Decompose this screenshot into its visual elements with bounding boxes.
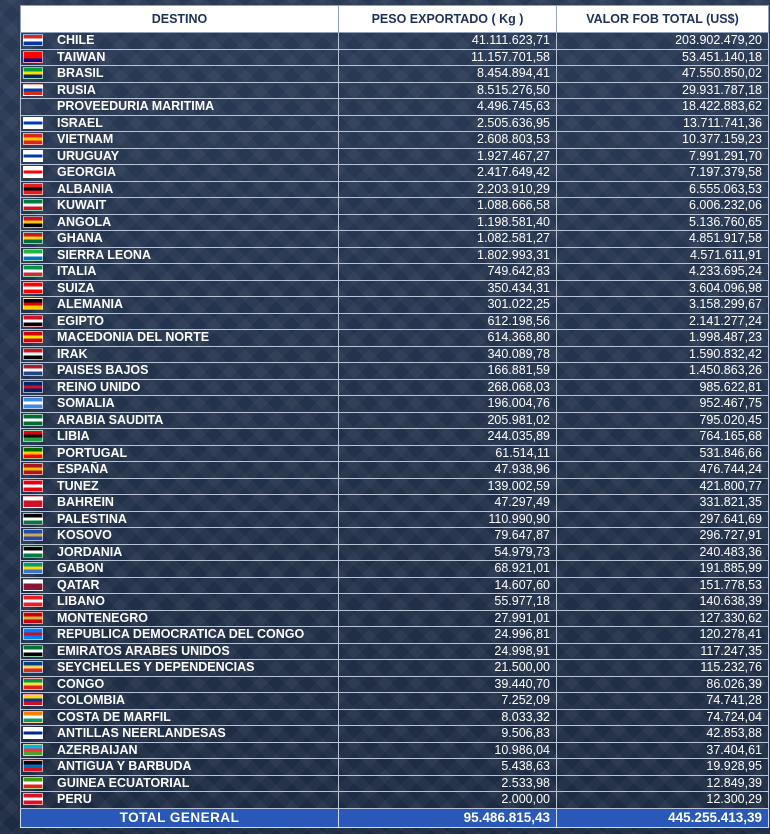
table-row: [21, 181, 769, 198]
table-row: [21, 759, 769, 776]
column-header-destino: DESTINO: [21, 6, 339, 33]
valor-cell: 19.928,95: [557, 759, 769, 776]
destino-cell: [21, 759, 339, 776]
country-flag-icon: [23, 348, 43, 360]
valor-cell: 331.821,35: [557, 495, 769, 512]
peso-cell: 27.991,01: [339, 610, 557, 627]
valor-cell: 151.778,53: [557, 577, 769, 594]
country-flag-icon: [23, 678, 43, 690]
destino-name: KOSOVO: [57, 528, 112, 543]
table-row: [21, 396, 769, 413]
valor-cell: 127.330,62: [557, 610, 769, 627]
country-flag-icon: [23, 331, 43, 343]
country-flag-icon: [23, 216, 43, 228]
peso-cell: 8.454.894,41: [339, 66, 557, 83]
valor-cell: 12.849,39: [557, 775, 769, 792]
destino-name: PALESTINA: [57, 511, 127, 526]
table-header-row: [21, 6, 769, 33]
table-row: [21, 792, 769, 809]
country-flag-icon: [23, 529, 43, 541]
valor-cell: 7.197.379,58: [557, 165, 769, 182]
peso-cell: 340.089,78: [339, 346, 557, 363]
country-flag-icon: [23, 381, 43, 393]
destino-name: REINO UNIDO: [57, 379, 141, 394]
country-flag-icon: [23, 249, 43, 261]
peso-cell: 2.203.910,29: [339, 181, 557, 198]
destino-cell: [21, 792, 339, 809]
destino-cell: [21, 577, 339, 594]
export-table: [20, 5, 769, 828]
column-header-valor: VALOR FOB TOTAL (US$): [557, 6, 769, 33]
valor-cell: 74.724,04: [557, 709, 769, 726]
destino-cell: [21, 462, 339, 479]
country-flag-icon: [23, 315, 43, 327]
destino-cell: [21, 561, 339, 578]
destino-name: JORDANIA: [57, 544, 123, 559]
destino-cell: [21, 115, 339, 132]
table-row: [21, 280, 769, 297]
country-flag-icon: [23, 133, 43, 145]
table-row: [21, 726, 769, 743]
valor-cell: 12.300,29: [557, 792, 769, 809]
table-row: [21, 247, 769, 264]
destino-name: SEYCHELLES Y DEPENDENCIAS: [57, 660, 255, 675]
peso-cell: 8.033,32: [339, 709, 557, 726]
table-body: [21, 33, 769, 809]
peso-cell: 5.438,63: [339, 759, 557, 776]
valor-cell: 531.846,66: [557, 445, 769, 462]
peso-cell: 68.921,01: [339, 561, 557, 578]
peso-cell: 2.000,00: [339, 792, 557, 809]
country-flag-icon: [23, 84, 43, 96]
country-flag-icon: [23, 711, 43, 723]
table-row: [21, 528, 769, 545]
destino-cell: [21, 66, 339, 83]
destino-name: BRASIL: [57, 66, 104, 81]
destino-name: ALEMANIA: [57, 297, 123, 312]
valor-cell: 86.026,39: [557, 676, 769, 693]
destino-cell: [21, 214, 339, 231]
table-row: [21, 445, 769, 462]
valor-cell: 1.450.863,26: [557, 363, 769, 380]
valor-cell: 476.744,24: [557, 462, 769, 479]
valor-cell: 120.278,41: [557, 627, 769, 644]
peso-cell: 2.417.649,42: [339, 165, 557, 182]
destino-name: IRAK: [57, 346, 88, 361]
peso-cell: 24.996,81: [339, 627, 557, 644]
peso-cell: 41.111.623,71: [339, 33, 557, 50]
valor-cell: 37.404,61: [557, 742, 769, 759]
country-flag-icon: [23, 496, 43, 508]
destino-cell: [21, 49, 339, 66]
peso-cell: 10.986,04: [339, 742, 557, 759]
destino-cell: [21, 363, 339, 380]
table-row: [21, 742, 769, 759]
peso-cell: 2.608.803,53: [339, 132, 557, 149]
peso-cell: 7.252,09: [339, 693, 557, 710]
country-flag-icon: [23, 199, 43, 211]
destino-name: ALBANIA: [57, 181, 114, 196]
valor-cell: 18.422.883,62: [557, 99, 769, 116]
valor-cell: 29.931.787,18: [557, 82, 769, 99]
destino-cell: [21, 709, 339, 726]
valor-cell: 10.377.159,23: [557, 132, 769, 149]
destino-cell: [21, 429, 339, 446]
destino-cell: [21, 198, 339, 215]
destino-name: PERU: [57, 792, 92, 807]
country-flag-icon: [23, 793, 43, 805]
peso-cell: 11.157.701,58: [339, 49, 557, 66]
valor-cell: 1.998.487,23: [557, 330, 769, 347]
destino-cell: [21, 396, 339, 413]
peso-cell: 8.515.276,50: [339, 82, 557, 99]
country-flag-icon: [23, 562, 43, 574]
peso-cell: 47.297,49: [339, 495, 557, 512]
destino-cell: [21, 181, 339, 198]
destino-name: ANTIGUA Y BARBUDA: [57, 759, 192, 774]
destino-cell: [21, 165, 339, 182]
destino-name: VIETNAM: [57, 132, 114, 147]
valor-cell: 985.622,81: [557, 379, 769, 396]
destino-name: CONGO: [57, 676, 105, 691]
valor-cell: 3.604.096,98: [557, 280, 769, 297]
country-flag-icon: [23, 694, 43, 706]
valor-cell: 47.550.850,02: [557, 66, 769, 83]
table-row: [21, 610, 769, 627]
table-row: [21, 148, 769, 165]
country-flag-icon: [23, 579, 43, 591]
table-row: [21, 561, 769, 578]
table-row: [21, 643, 769, 660]
country-flag-icon: [23, 51, 43, 63]
valor-cell: 42.853,88: [557, 726, 769, 743]
peso-cell: 39.440,70: [339, 676, 557, 693]
table-row: [21, 627, 769, 644]
destino-cell: [21, 643, 339, 660]
valor-cell: 3.158.299,67: [557, 297, 769, 314]
peso-cell: 614.368,80: [339, 330, 557, 347]
destino-name: SIERRA LEONA: [57, 247, 151, 262]
peso-cell: 244.035,89: [339, 429, 557, 446]
valor-cell: 240.483,36: [557, 544, 769, 561]
destino-cell: [21, 528, 339, 545]
table-row: [21, 66, 769, 83]
destino-cell: [21, 412, 339, 429]
destino-cell: [21, 346, 339, 363]
country-flag-icon: [23, 480, 43, 492]
destino-name: COSTA DE MARFIL: [57, 709, 171, 724]
destino-cell: [21, 148, 339, 165]
destino-name: MACEDONIA DEL NORTE: [57, 330, 210, 345]
destino-name: LIBIA: [57, 429, 90, 444]
valor-cell: 952.467,75: [557, 396, 769, 413]
table-row: [21, 363, 769, 380]
destino-name: KUWAIT: [57, 198, 107, 213]
peso-cell: 61.514,11: [339, 445, 557, 462]
peso-cell: 14.607,60: [339, 577, 557, 594]
country-flag-icon: [23, 34, 43, 46]
destino-cell: [21, 478, 339, 495]
valor-cell: 4.851.917,58: [557, 231, 769, 248]
peso-cell: 21.500,00: [339, 660, 557, 677]
country-flag-icon: [23, 595, 43, 607]
valor-cell: 421.800,77: [557, 478, 769, 495]
destino-name: AZERBAIJAN: [57, 742, 138, 757]
table-row: [21, 429, 769, 446]
peso-cell: 55.977,18: [339, 594, 557, 611]
country-flag-icon: [23, 364, 43, 376]
destino-cell: [21, 264, 339, 281]
destino-cell: [21, 742, 339, 759]
destino-name: ISRAEL: [57, 115, 103, 130]
valor-cell: 764.165,68: [557, 429, 769, 446]
destino-name: GHANA: [57, 231, 103, 246]
table-row: [21, 775, 769, 792]
country-flag-icon: [23, 232, 43, 244]
peso-cell: 1.082.581,27: [339, 231, 557, 248]
valor-cell: 74.741,28: [557, 693, 769, 710]
table-row: [21, 676, 769, 693]
destino-cell: [21, 99, 339, 116]
table-row: [21, 132, 769, 149]
destino-name: ANGOLA: [57, 214, 112, 229]
destino-name: RUSIA: [57, 82, 96, 97]
destino-name: EMIRATOS ARABES UNIDOS: [57, 643, 230, 658]
peso-cell: 350.434,31: [339, 280, 557, 297]
country-flag-icon: [23, 397, 43, 409]
peso-cell: 1.927.467,27: [339, 148, 557, 165]
peso-cell: 9.506,83: [339, 726, 557, 743]
destino-cell: [21, 544, 339, 561]
table-row: [21, 693, 769, 710]
peso-cell: 2.505.636,95: [339, 115, 557, 132]
peso-cell: 205.981,02: [339, 412, 557, 429]
peso-cell: 47.938,96: [339, 462, 557, 479]
country-flag-icon: [23, 661, 43, 673]
table-row: [21, 313, 769, 330]
country-flag-icon: [23, 760, 43, 772]
destino-cell: [21, 660, 339, 677]
valor-cell: 2.141.277,24: [557, 313, 769, 330]
country-flag-icon: [23, 100, 43, 112]
destino-cell: [21, 379, 339, 396]
destino-cell: [21, 627, 339, 644]
country-flag-icon: [23, 183, 43, 195]
peso-cell: 196.004,76: [339, 396, 557, 413]
peso-cell: 79.647,87: [339, 528, 557, 545]
destino-cell: [21, 280, 339, 297]
table-row: [21, 49, 769, 66]
destino-cell: [21, 676, 339, 693]
valor-cell: 4.233.695,24: [557, 264, 769, 281]
country-flag-icon: [23, 265, 43, 277]
valor-cell: 115.232,76: [557, 660, 769, 677]
peso-cell: 1.088.666,58: [339, 198, 557, 215]
country-flag-icon: [23, 414, 43, 426]
destino-name: PROVEEDURIA MARITIMA: [57, 99, 215, 114]
valor-cell: 297.641,69: [557, 511, 769, 528]
table-row: [21, 99, 769, 116]
destino-name: SUIZA: [57, 280, 95, 295]
destino-name: URUGUAY: [57, 148, 120, 163]
table-row: [21, 511, 769, 528]
destino-name: ESPAÑA: [57, 462, 109, 477]
peso-cell: 24.998,91: [339, 643, 557, 660]
peso-cell: 1.802.993,31: [339, 247, 557, 264]
country-flag-icon: [23, 463, 43, 475]
destino-cell: [21, 511, 339, 528]
valor-cell: 6.555.063,53: [557, 181, 769, 198]
valor-cell: 53.451.140,18: [557, 49, 769, 66]
table-row: [21, 544, 769, 561]
destino-name: MONTENEGRO: [57, 610, 148, 625]
valor-cell: 13.711.741,36: [557, 115, 769, 132]
destino-name: ANTILLAS NEERLANDESAS: [57, 726, 226, 741]
destino-cell: [21, 297, 339, 314]
peso-cell: 268.068,03: [339, 379, 557, 396]
destino-name: ARABIA SAUDITA: [57, 412, 164, 427]
total-valor: 445.255.413,39: [557, 808, 769, 827]
country-flag-icon: [23, 513, 43, 525]
valor-cell: 191.885,99: [557, 561, 769, 578]
destino-name: CHILE: [57, 33, 95, 48]
table-row: [21, 82, 769, 99]
peso-cell: 139.002,59: [339, 478, 557, 495]
destino-cell: [21, 693, 339, 710]
destino-cell: [21, 610, 339, 627]
destino-name: TUNEZ: [57, 478, 99, 493]
peso-cell: 301.022,25: [339, 297, 557, 314]
table-row: [21, 577, 769, 594]
valor-cell: 296.727,91: [557, 528, 769, 545]
country-flag-icon: [23, 117, 43, 129]
destino-name: EGIPTO: [57, 313, 105, 328]
total-peso: 95.486.815,43: [339, 808, 557, 827]
destino-cell: [21, 33, 339, 50]
valor-cell: 1.590.832,42: [557, 346, 769, 363]
peso-cell: 110.990,90: [339, 511, 557, 528]
country-flag-icon: [23, 546, 43, 558]
destino-name: BAHREIN: [57, 495, 114, 510]
destino-name: QATAR: [57, 577, 100, 592]
total-label: TOTAL GENERAL: [21, 808, 339, 827]
destino-name: GABON: [57, 561, 104, 576]
valor-cell: 795.020,45: [557, 412, 769, 429]
table-row: [21, 297, 769, 314]
table-row: [21, 660, 769, 677]
country-flag-icon: [23, 645, 43, 657]
valor-cell: 4.571.611,91: [557, 247, 769, 264]
destino-cell: [21, 594, 339, 611]
peso-cell: 166.881,59: [339, 363, 557, 380]
destino-name: ITALIA: [57, 264, 97, 279]
peso-cell: 2.533,98: [339, 775, 557, 792]
table-row: [21, 231, 769, 248]
column-header-peso: PESO EXPORTADO ( Kg ): [339, 6, 557, 33]
country-flag-icon: [23, 282, 43, 294]
peso-cell: 1.198.581,40: [339, 214, 557, 231]
destino-name: SOMALIA: [57, 396, 115, 411]
destino-cell: [21, 445, 339, 462]
destino-cell: [21, 775, 339, 792]
country-flag-icon: [23, 727, 43, 739]
destino-cell: [21, 231, 339, 248]
peso-cell: 612.198,56: [339, 313, 557, 330]
country-flag-icon: [23, 628, 43, 640]
destino-name: PORTUGAL: [57, 445, 128, 460]
valor-cell: 6.006.232,06: [557, 198, 769, 215]
valor-cell: 140.638,39: [557, 594, 769, 611]
destino-cell: [21, 82, 339, 99]
destino-cell: [21, 313, 339, 330]
table-row: [21, 462, 769, 479]
table-row: [21, 330, 769, 347]
country-flag-icon: [23, 777, 43, 789]
destino-cell: [21, 247, 339, 264]
destino-name: PAISES BAJOS: [57, 363, 149, 378]
country-flag-icon: [23, 612, 43, 624]
destino-name: LIBANO: [57, 594, 105, 609]
destino-cell: [21, 132, 339, 149]
valor-cell: 7.991.291,70: [557, 148, 769, 165]
table-row: [21, 346, 769, 363]
destino-name: TAIWAN: [57, 49, 106, 64]
total-row: [21, 808, 769, 827]
destino-name: GEORGIA: [57, 165, 117, 180]
peso-cell: 4.496.745,63: [339, 99, 557, 116]
valor-cell: 117.247,35: [557, 643, 769, 660]
country-flag-icon: [23, 744, 43, 756]
destino-name: REPUBLICA DEMOCRATICA DEL CONGO: [57, 627, 305, 642]
table-row: [21, 495, 769, 512]
table-row: [21, 165, 769, 182]
table-row: [21, 709, 769, 726]
table-row: [21, 198, 769, 215]
country-flag-icon: [23, 166, 43, 178]
destino-cell: [21, 330, 339, 347]
table-row: [21, 379, 769, 396]
table-row: [21, 264, 769, 281]
valor-cell: 5.136.760,65: [557, 214, 769, 231]
destino-name: GUINEA ECUATORIAL: [57, 775, 190, 790]
table-row: [21, 412, 769, 429]
country-flag-icon: [23, 67, 43, 79]
peso-cell: 749.642,83: [339, 264, 557, 281]
country-flag-icon: [23, 150, 43, 162]
country-flag-icon: [23, 430, 43, 442]
table-row: [21, 33, 769, 50]
table-row: [21, 115, 769, 132]
table-row: [21, 594, 769, 611]
table-row: [21, 478, 769, 495]
country-flag-icon: [23, 298, 43, 310]
peso-cell: 54.979,73: [339, 544, 557, 561]
destino-name: COLOMBIA: [57, 693, 126, 708]
valor-cell: 203.902.479,20: [557, 33, 769, 50]
destino-cell: [21, 726, 339, 743]
destino-cell: [21, 495, 339, 512]
country-flag-icon: [23, 447, 43, 459]
table-row: [21, 214, 769, 231]
